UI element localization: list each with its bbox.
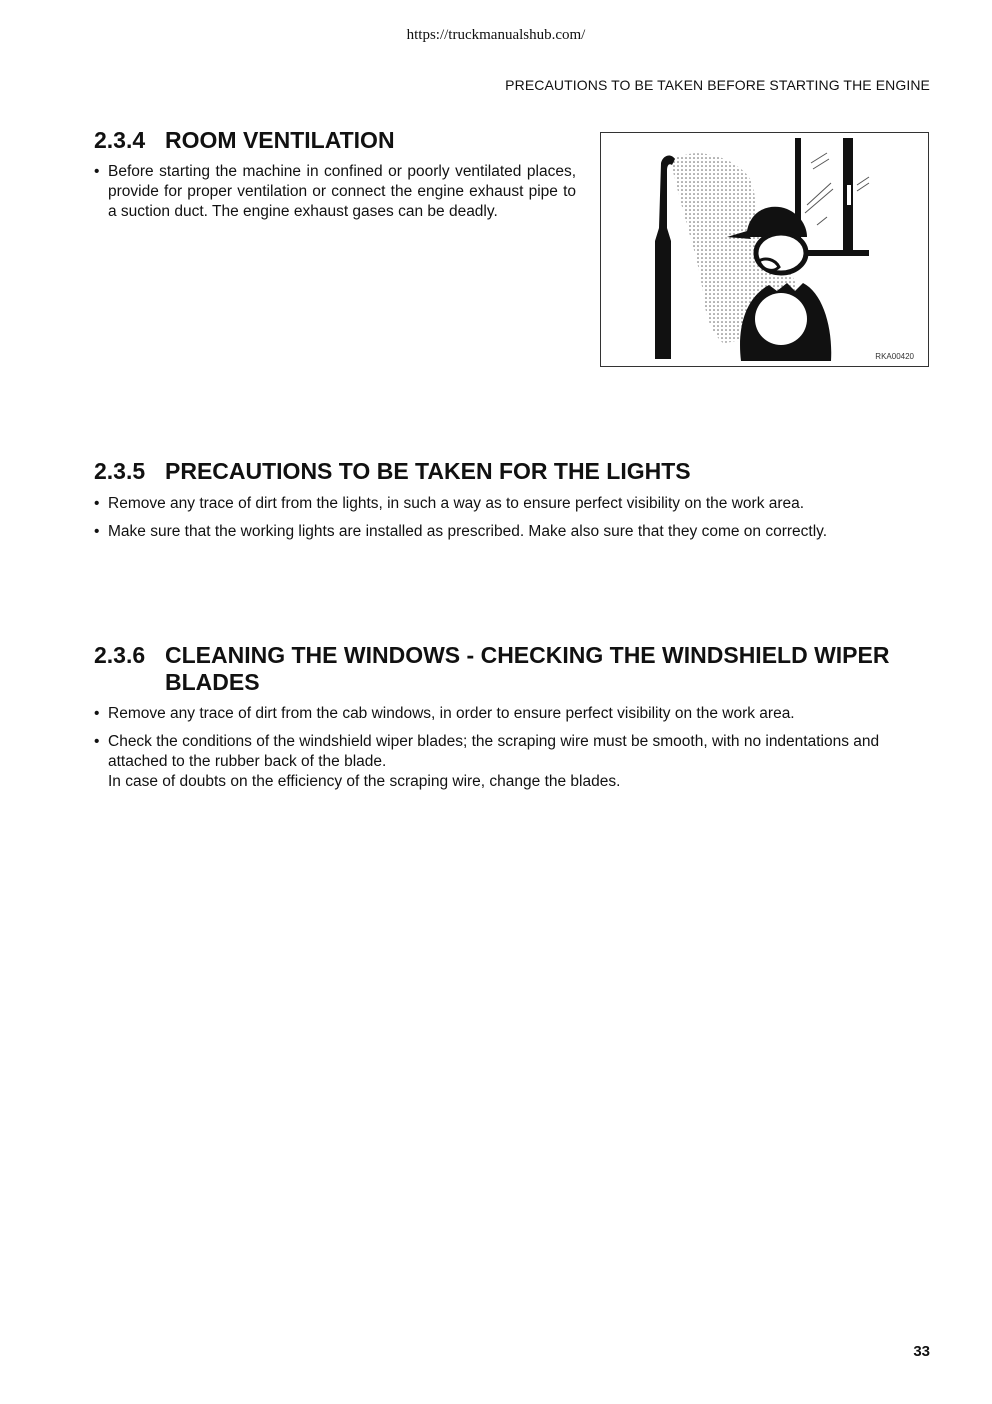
section-number: 2.3.4	[94, 127, 146, 153]
section-title: PRECAUTIONS TO BE TAKEN FOR THE LIGHTS	[165, 458, 691, 484]
list-item-text: Check the conditions of the windshield wiper blades; the scraping wire must be smooth, with no indentations and attached to the rubber back of the blade.	[108, 733, 880, 770]
section-number: 2.3.5	[94, 458, 146, 484]
lights-list	[94, 494, 934, 550]
figure-code: RKA00420	[875, 352, 914, 361]
operator-exhaust-fumes-illustration	[601, 133, 930, 368]
room-ventilation-list	[94, 162, 576, 230]
source-url[interactable]: https://truckmanualshub.com/	[406, 27, 586, 43]
list-item: • Before starting the machine in confined or poorly ventilated places, provide for proper ventilation or connect the engine exhaust pipe to a suction duct. The engine exhaust gases can be deadly.	[94, 162, 576, 222]
windows-list	[94, 704, 934, 800]
list-item	[94, 704, 934, 724]
section-heading-room-ventilation	[94, 127, 395, 154]
section-heading-windows	[94, 642, 934, 696]
list-item	[94, 732, 934, 792]
section-title: CLEANING THE WINDOWS - CHECKING THE WINDSHIELD WIPER BLADES	[165, 642, 890, 695]
page-number: 33	[913, 1343, 930, 1360]
section-title: ROOM VENTILATION	[165, 127, 395, 153]
section-number: 2.3.6	[94, 642, 146, 668]
list-item: • Make sure that the working lights are installed as prescribed. Make also sure that they come on correctly.	[94, 522, 934, 542]
list-item-note: In case of doubts on the efficiency of the scraping wire, change the blades.	[108, 773, 621, 790]
list-item: • Remove any trace of dirt from the lights, in such a way as to ensure perfect visibility on the work area.	[94, 494, 934, 514]
exhaust-fumes-figure	[600, 132, 929, 367]
list-item-text: Remove any trace of dirt from the cab windows, in order to ensure perfect visibility on the work area.	[108, 705, 795, 722]
section-heading-lights	[94, 458, 691, 485]
running-header: PRECAUTIONS TO BE TAKEN BEFORE STARTING THE ENGINE	[505, 77, 930, 93]
